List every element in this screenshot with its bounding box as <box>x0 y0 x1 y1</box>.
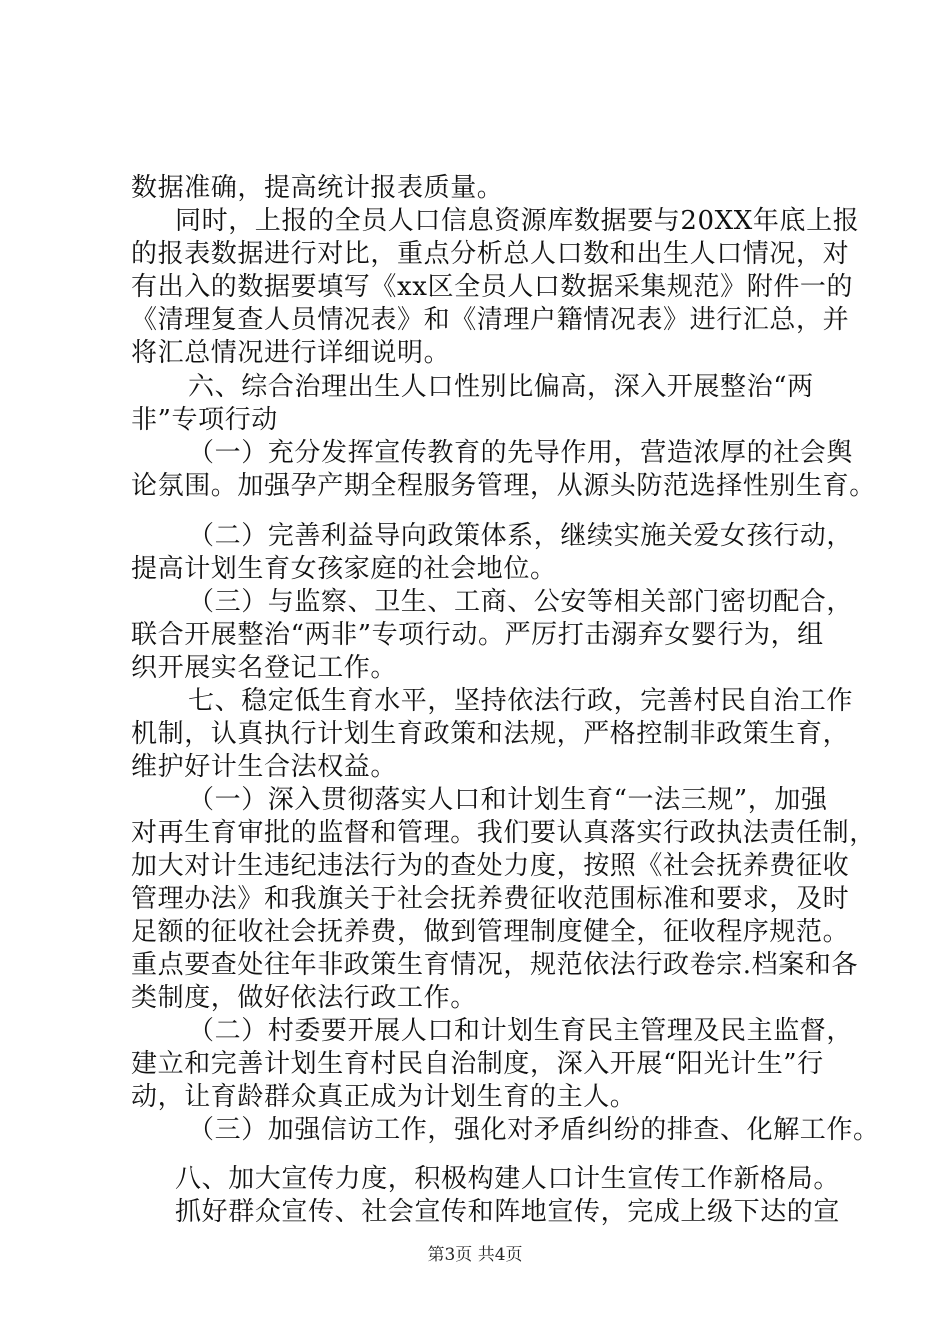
text-line: （二）完善利益导向政策体系，继续实施关爱女孩行动， <box>188 521 854 551</box>
text-line: （三）与监察、卫生、工商、公安等相关部门密切配合， <box>188 587 854 617</box>
section-heading-six-cont: 非”专项行动 <box>131 405 278 435</box>
page-number-footer: 第3页 共4页 <box>427 1245 523 1265</box>
text-line: （三）加强信访工作，强化对矛盾纠纷的排查、化解工作。 <box>188 1115 880 1145</box>
text-line: 加大对计生违纪违法行为的查处力度，按照《社会抚养费征收 <box>131 851 850 881</box>
text-line: 提高计划生育女孩家庭的社会地位。 <box>131 554 557 584</box>
section-heading-six: 六、综合治理出生人口性别比偏高，深入开展整治“两 <box>188 372 814 402</box>
text-line: 建立和完善计划生育村民自治制度，深入开展“阳光计生”行 <box>131 1049 824 1079</box>
text-line: 维护好计生合法权益。 <box>131 752 398 782</box>
text-line: 机制，认真执行计划生育政策和法规，严格控制非政策生育， <box>131 719 850 749</box>
text-line: （一）充分发挥宣传教育的先导作用，营造浓厚的社会舆 <box>188 438 854 468</box>
text-line: （一）深入贯彻落实人口和计划生育“一法三规”，加强 <box>188 785 828 815</box>
text-line: 《清理复查人员情况表》和《清理户籍情况表》进行汇总，并 <box>131 305 850 335</box>
text-line: 动，让育龄群众真正成为计划生育的主人。 <box>131 1082 637 1112</box>
section-heading-eight: 八、加大宣传力度，积极构建人口计生宣传工作新格局。 <box>175 1164 841 1194</box>
text-line: 将汇总情况进行详细说明。 <box>131 338 451 368</box>
text-line: 的报表数据进行对比，重点分析总人口数和出生人口情况，对 <box>131 239 850 269</box>
text-line: 足额的征收社会抚养费，做到管理制度健全，征收程序规范。 <box>131 917 850 947</box>
text-line: 有出入的数据要填写《xx区全员人口数据采集规范》附件一的 <box>131 272 854 302</box>
text-line: （二）村委要开展人口和计划生育民主管理及民主监督， <box>188 1016 854 1046</box>
text-line: 织开展实名登记工作。 <box>131 653 398 683</box>
text-line: 论氛围。加强孕产期全程服务管理，从源头防范选择性别生育。 <box>131 471 876 501</box>
text-line: 管理办法》和我旗关于社会抚养费征收范围标准和要求，及时 <box>131 884 850 914</box>
text-line: 抓好群众宣传、社会宣传和阵地宣传，完成上级下达的宣 <box>175 1197 841 1227</box>
text-line: 重点要查处往年非政策生育情况，规范依法行政卷宗.档案和各 <box>131 950 859 980</box>
text-line: 联合开展整治“两非”专项行动。严厉打击溺弃女婴行为，组 <box>131 620 824 650</box>
text-line: 对再生育审批的监督和管理。我们要认真落实行政执法责任制， <box>131 818 876 848</box>
text-line: 同时，上报的全员人口信息资源库数据要与20XX年底上报 <box>175 206 860 236</box>
text-line: 类制度，做好依法行政工作。 <box>131 983 477 1013</box>
section-heading-seven: 七、稳定低生育水平，坚持依法行政，完善村民自治工作 <box>188 686 854 716</box>
text-line: 数据准确，提高统计报表质量。 <box>131 173 504 203</box>
